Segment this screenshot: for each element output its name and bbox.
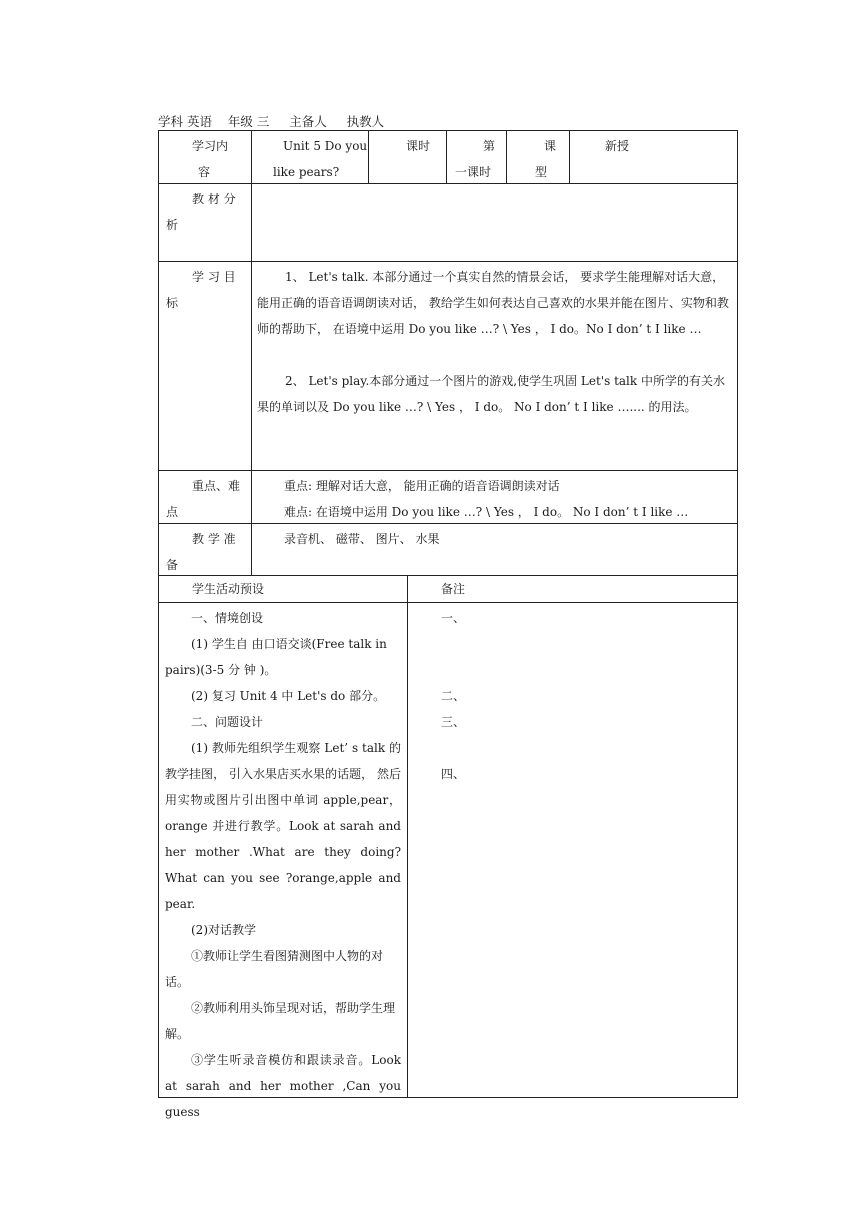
column-divider bbox=[446, 130, 447, 183]
content-label-cont: 容 bbox=[198, 165, 211, 179]
column-divider bbox=[251, 130, 252, 575]
note-line: 四、 bbox=[441, 767, 466, 781]
activity-line: (1) 学生自 由口语交谈(Free talk in pairs)(3-5 分 钟 )。 bbox=[165, 637, 387, 677]
prep-label-cont: 备 bbox=[166, 558, 179, 572]
prep-value: 录音机、 磁带、 图片、 水果 bbox=[284, 532, 440, 546]
type-value: 新授 bbox=[605, 139, 630, 153]
column-divider bbox=[569, 130, 570, 183]
row-divider bbox=[158, 183, 738, 184]
activity-line: (2) 复习 Unit 4 中 Let's do 部分。 bbox=[191, 689, 386, 703]
keypoints-label: 重点、难 bbox=[192, 479, 241, 493]
difficult-point: 难点: 在语境中运用 Do you like …? \ Yes ， I do。 No I don’ t I like … bbox=[284, 505, 689, 519]
content-value: Unit 5 Do you bbox=[283, 139, 368, 153]
keypoints-label-cont: 点 bbox=[166, 505, 179, 519]
row-divider bbox=[158, 470, 738, 471]
period-label: 课时 bbox=[406, 139, 431, 153]
goal-paragraph-1: 1、 Let's talk. 本部分通过一个真实自然的情景会话， 要求学生能理解对话大意， 能用正确的语音语调朗读对话， 教给学生如何表达自己喜欢的水果并能在图片、实物和教师的帮助下， 在语境中运用 Do you like …? \ Yes ， I do。No I don’ t I like … bbox=[257, 270, 729, 336]
period-value-cont: 一课时 bbox=[455, 165, 492, 179]
column-divider bbox=[407, 575, 408, 1098]
goals-label-cont: 标 bbox=[166, 296, 179, 310]
type-label-cont: 型 bbox=[535, 165, 548, 179]
activity-line: (2)对话教学 bbox=[191, 923, 256, 937]
activities-header: 学生活动预设 bbox=[192, 582, 265, 596]
notes-header: 备注 bbox=[441, 582, 466, 596]
prep-label: 教 学 准 bbox=[192, 532, 236, 546]
activity-line: 一、情境创设 bbox=[191, 611, 264, 625]
period-value: 第 bbox=[483, 139, 496, 153]
key-point: 重点: 理解对话大意， 能用正确的语音语调朗读对话 bbox=[284, 479, 560, 493]
row-divider bbox=[158, 602, 738, 603]
note-line: 一、 bbox=[441, 611, 466, 625]
column-divider bbox=[506, 130, 507, 183]
activity-line: ①教师让学生看图猜测图中人物的对话。 bbox=[165, 949, 384, 989]
goals-label: 学 习 目 bbox=[192, 270, 236, 284]
activity-line: ③学生听录音模仿和跟读录音。Look at sarah and her mother ,Can you guess bbox=[165, 1053, 401, 1119]
row-divider bbox=[158, 575, 738, 576]
content-label: 学习内 bbox=[192, 139, 229, 153]
row-divider bbox=[158, 261, 738, 262]
note-line: 三、 bbox=[441, 715, 466, 729]
content-value-cont: like pears? bbox=[273, 165, 340, 179]
analysis-label: 教 材 分 bbox=[192, 192, 236, 206]
header-line: 学科 英语 年级 三 主备人 执教人 bbox=[158, 114, 385, 129]
activity-line: ②教师利用头饰呈现对话，帮助学生理解。 bbox=[165, 1001, 396, 1041]
column-divider bbox=[368, 130, 369, 183]
analysis-label-cont: 析 bbox=[166, 218, 179, 232]
type-label: 课 bbox=[544, 139, 557, 153]
goal-paragraph-2: 2、 Let's play.本部分通过一个图片的游戏,使学生巩固 Let's talk 中所学的有关水果的单词以及 Do you like …? \ Yes ， I do。 No I don’ t I like ….... 的用法。 bbox=[257, 374, 725, 414]
activity-line: (1) 教师先组织学生观察 Let’ s talk 的教学挂图， 引入水果店买水果的话题， 然后用实物或图片引出图中单词 apple,pear， orange 并进行教学。Look at sarah and her mother .What are they doing? What can you see ?orange,apple and pear. bbox=[165, 741, 401, 911]
activity-line: 二、问题设计 bbox=[191, 715, 264, 729]
note-line: 二、 bbox=[441, 689, 466, 703]
